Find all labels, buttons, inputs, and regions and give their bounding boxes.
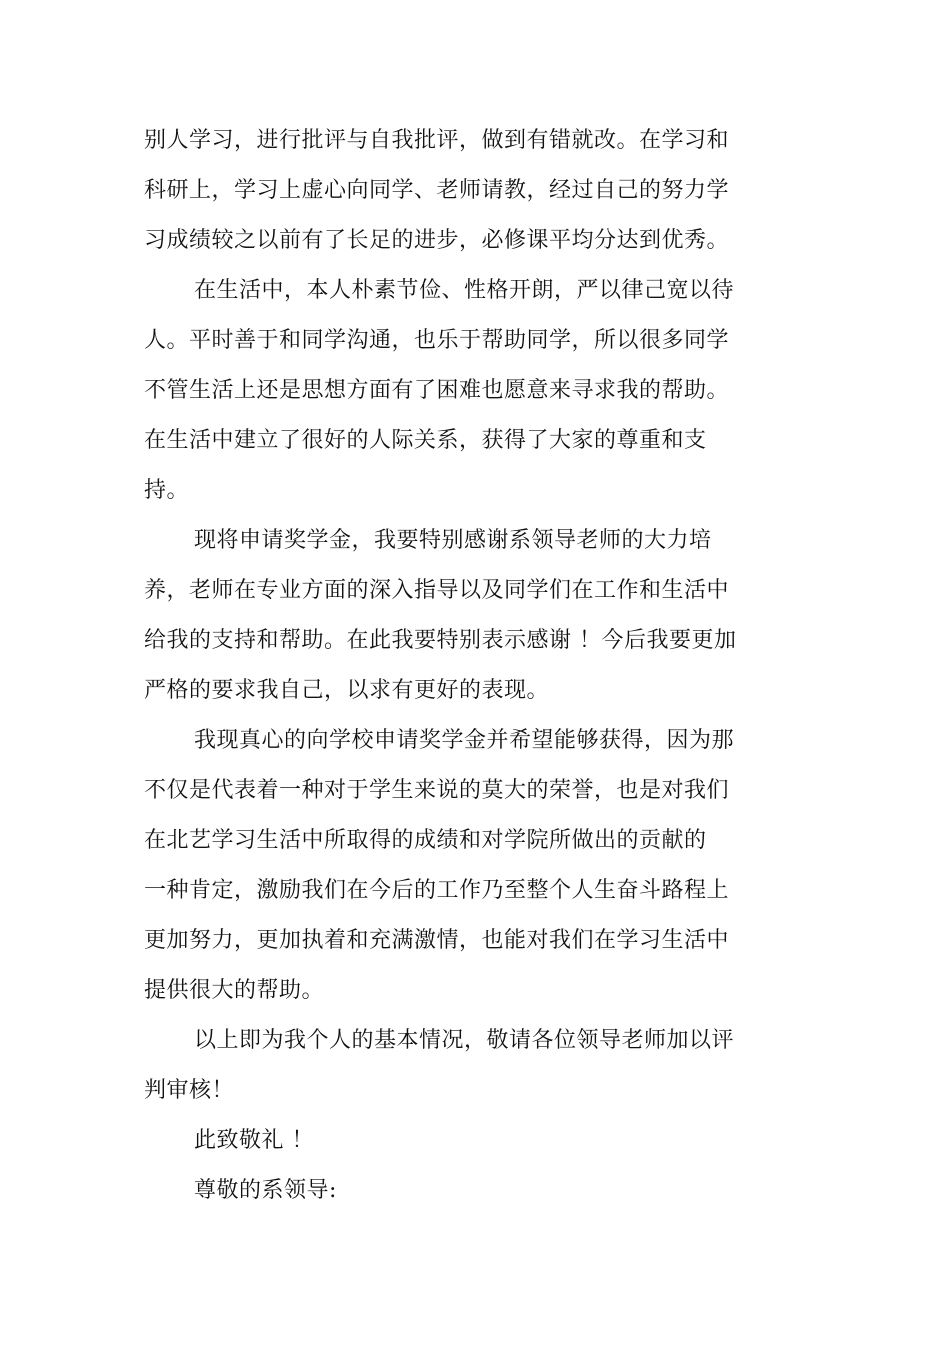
text-line: 不仅是代表着一种对于学生来说的莫大的荣誉，也是对我们 bbox=[144, 778, 730, 803]
text-line: 养，老师在专业方面的深入指导以及同学们在工作和生活中 bbox=[144, 578, 730, 603]
text-line: 习成绩较之以前有了长足的进步，必修课平均分达到优秀。 bbox=[144, 228, 730, 253]
text-line: 持。 bbox=[144, 478, 190, 503]
text-line: 在北艺学习生活中所取得的成绩和对学院所做出的贡献的 bbox=[144, 828, 707, 853]
text-line: 判审核！ bbox=[144, 1078, 235, 1103]
paragraph-start: 我现真心的向学校申请奖学金并希望能够获得，因为那 bbox=[194, 728, 735, 753]
addressee-line: 尊敬的系领导: bbox=[194, 1178, 337, 1203]
text-line: 在生活中建立了很好的人际关系，获得了大家的尊重和支 bbox=[144, 428, 707, 453]
paragraph-start: 在生活中，本人朴素节俭、性格开朗，严以律己宽以待 bbox=[194, 278, 735, 303]
paragraph-start: 以上即为我个人的基本情况，敬请各位领导老师加以评 bbox=[194, 1028, 735, 1053]
closing-salutation: 此致敬礼 ！ bbox=[194, 1128, 314, 1153]
paragraph-start: 现将申请奖学金，我要特别感谢系领导老师的大力培 bbox=[194, 528, 712, 553]
text-line: 给我的支持和帮助。在此我要特别表示感谢 ！今后我要更加 bbox=[144, 628, 737, 653]
text-line: 科研上，学习上虚心向同学、老师请教，经过自己的努力学 bbox=[144, 178, 730, 203]
text-line: 更加努力，更加执着和充满激情，也能对我们在学习生活中 bbox=[144, 928, 730, 953]
text-line: 提供很大的帮助。 bbox=[144, 978, 325, 1003]
text-line: 别人学习，进行批评与自我批评，做到有错就改。在学习和 bbox=[144, 128, 730, 153]
text-line: 严格的要求我自己，以求有更好的表现。 bbox=[144, 678, 550, 703]
text-line: 一种肯定，激励我们在今后的工作乃至整个人生奋斗路程上 bbox=[144, 878, 730, 903]
text-line: 不管生活上还是思想方面有了困难也愿意来寻求我的帮助。 bbox=[144, 378, 730, 403]
text-line: 人。平时善于和同学沟通，也乐于帮助同学，所以很多同学 bbox=[144, 328, 730, 353]
